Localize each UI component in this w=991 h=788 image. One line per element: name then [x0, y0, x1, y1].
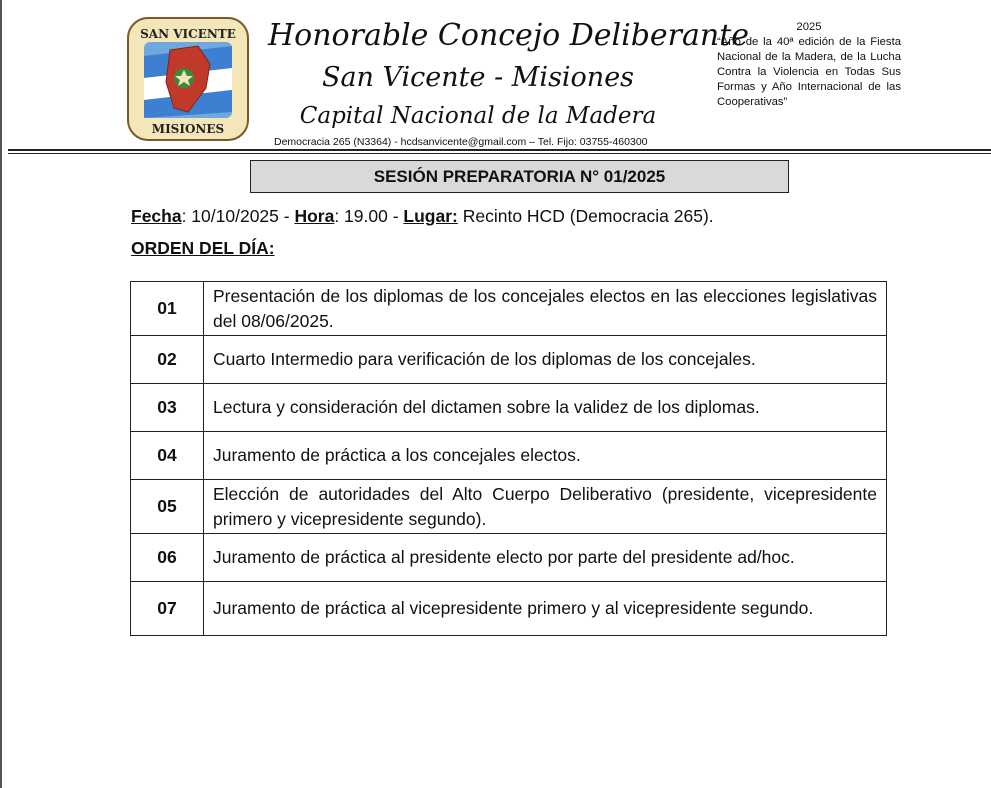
agenda-row — [131, 582, 887, 636]
fecha-label: Fecha — [131, 206, 182, 226]
hora-value: : 19.00 - — [334, 206, 404, 226]
contact-line: Democracia 265 (N3364) - hcdsanvicente@gmail.com – Tel. Fijo: 03755-460300 — [274, 136, 648, 148]
lugar-value: Recinto HCD (Democracia 265). — [457, 206, 714, 226]
header-rule-thick — [8, 149, 991, 151]
session-meta — [131, 206, 714, 227]
agenda-item-number: 05 — [131, 480, 204, 534]
agenda-item-number: 03 — [131, 384, 204, 432]
session-title-box — [250, 160, 789, 193]
municipal-seal-logo — [126, 16, 250, 142]
agenda-row — [131, 432, 887, 480]
agenda-row — [131, 384, 887, 432]
hora-label: Hora — [294, 206, 335, 226]
agenda-item-text: Juramento de práctica al presidente electo por parte del presidente ad/hoc. — [204, 534, 887, 582]
agenda-item-number: 07 — [131, 582, 204, 636]
agenda-item-text: Presentación de los diplomas de los concejales electos en las elecciones legislativas del 08/06/2025. — [204, 282, 887, 336]
agenda-row — [131, 282, 887, 336]
logo-bottom-text: MISIONES — [151, 122, 225, 136]
fecha-value: : 10/10/2025 - — [181, 206, 295, 226]
lugar-label: Lugar: — [403, 206, 458, 226]
logo-top-text: SAN VICENTE — [140, 27, 236, 41]
agenda-row — [131, 336, 887, 384]
city-name: San Vicente - Misiones — [321, 62, 635, 93]
agenda-item-text: Lectura y consideración del dictamen sobre la validez de los diplomas. — [204, 384, 887, 432]
motto-text: “Año de la 40ª edición de la Fiesta Nacional de la Madera, de la Lucha Contra la Violencia en Todas Sus Formas y Año Internacional de las Cooperativas” — [717, 36, 901, 108]
agenda-row — [131, 534, 887, 582]
agenda-item-number: 02 — [131, 336, 204, 384]
motto-year: 2025 — [796, 21, 822, 33]
agenda-item-text: Elección de autoridades del Alto Cuerpo Deliberativo (presidente, vicepresidente primero y vicepresidente segundo). — [204, 480, 887, 534]
agenda-item-text: Juramento de práctica a los concejales electos. — [204, 432, 887, 480]
agenda-item-number: 01 — [131, 282, 204, 336]
year-motto — [717, 20, 901, 110]
council-name: Honorable Concejo Deliberante — [268, 18, 750, 53]
header-rule-thin — [8, 153, 991, 154]
city-tagline: Capital Nacional de la Madera — [299, 103, 657, 129]
orden-del-dia-heading: ORDEN DEL DÍA: — [131, 238, 275, 258]
session-title: SESIÓN PREPARATORIA N° 01/2025 — [373, 166, 666, 186]
agenda-item-text: Juramento de práctica al vicepresidente primero y al vicepresidente segundo. — [204, 582, 887, 636]
agenda-row — [131, 480, 887, 534]
agenda-item-text: Cuarto Intermedio para verificación de los diplomas de los concejales. — [204, 336, 887, 384]
agenda-table — [130, 281, 887, 636]
agenda-item-number: 04 — [131, 432, 204, 480]
agenda-item-number: 06 — [131, 534, 204, 582]
page-edge — [0, 0, 2, 788]
